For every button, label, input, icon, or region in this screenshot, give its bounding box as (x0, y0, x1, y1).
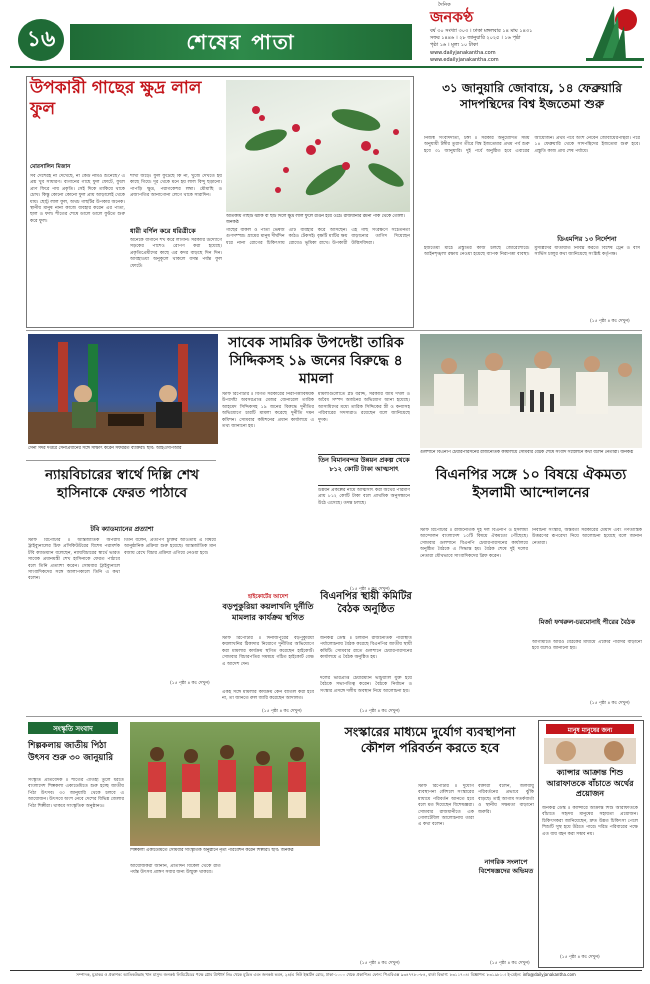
tree-story-box (26, 76, 414, 328)
cancer-continued[interactable]: (১৫ পৃষ্ঠা ৪ কঃ দেখুন) (560, 955, 600, 960)
committee-body-1: জনকণ্ঠ ডেস্ক ॥ চলমান রাজনৈতিক পরিস্থিতি পর্যালোচনায় বৈঠক করেছে বিএনপির জাতীয় স্থায়ী কমিটি। সোমবার রাতে গুলশানে চেয়ারপারসনের কার্যালয়ে এ বৈঠক অনুষ্ঠিত হয়। (320, 636, 412, 661)
disaster-body-2: বক্তারা বলেন, জলবায়ু পরিবর্তনের প্রভাবে ঝুঁকি বাড়ছে। তাই আগাম সতর্কবার্তা ও স্থানীয় সক্ষমতা বাড়ানো জরুরি। (478, 784, 534, 815)
sheikh-subhead: টবি ক্যাডম্যানের প্রত্যাশা (90, 525, 154, 533)
dance-photo (130, 722, 320, 846)
footer-rule (10, 970, 642, 971)
ijtema-body-1: নিজস্ব সংবাদদাতা, টঙ্গী ॥ সরকার অনুমোদিত সময় অনুযায়ী টঙ্গীর তুরাগ তীরে বিশ্ব ইজতেমার প্রথম পর্ব শুরু হবে ৩১ জানুয়ারি। দুই পর্বে অনুষ্ঠিত হবে এবারের আয়োজন। প্রথম পর্বে অংশ নেবেন জোবায়েরপন্থিরা। পরে ১৪ ফেব্রুয়ারি থেকে সাদপন্থিদের ইজতেমা শুরু হবে। প্রস্তুতি কাজ প্রায় শেষ পর্যায়ে। (424, 136, 640, 154)
committee-headline[interactable]: বিএনপির স্থায়ী কমিটির বৈঠক অনুষ্ঠিত (320, 591, 412, 615)
bnp-subhead: মির্জা ফখরুল-চরমোনাই পীরের বৈঠক (538, 618, 636, 626)
corruption-continued[interactable]: (১৫ পৃষ্ঠা ৪ কঃ দেখুন) (262, 709, 302, 714)
disaster-headline[interactable]: সংস্কারের মাধ্যমে দুর্যোগ ব্যবস্থাপনা কৌশল পরিবর্তন করতে হবে (344, 724, 516, 755)
tree-story-byline: মোরসালিন মিজান (30, 164, 71, 170)
tariq-inset-title: তিন বিমানবন্দর উন্নয়ন প্রকল্প থেকে ৮১২ কোটি টাকা আত্মসাৎ (318, 456, 410, 473)
tree-story-body-col2: শাখা জড়ে। ফুল ফুটেছে কি না, খুঁজে দেখতে হয় কাছে গিয়ে। দূর থেকে মনে হয় লাল বিন্দু ছড়ানো। পাপড়ি ক্ষুদ্র, পরাগকেশর লম্বা। মৌমাছি ও প্রজাপতির আনাগোনা লেগে থাকে সারাদিন। (130, 174, 222, 199)
cancer-headline[interactable]: ক্যান্সার আক্রান্ত শিশু আরাফাতকে বাঁচাতে অর্থের প্রয়োজন (546, 768, 634, 798)
ijtema-headline[interactable]: ৩১ জানুয়ারি জোবায়ে, ১৪ ফেব্রুয়ারি সাদপন্থিদের বিশ্ব ইজতেমা শুরু (442, 81, 622, 111)
masthead (0, 0, 650, 66)
page-number: ১৬ (26, 27, 56, 52)
tree-story-body-col3: গাছের বাকল ও পাতা ভেষজ গুণসম্পন্ন। গ্রামের মানুষ দীর্ঘদিন ধরে নানা রোগের চিকিৎসায় এটি ব্যবহার করে আসছেন। কাঠও টেকসই। বৃক্ষটি মাটির ক্ষয় রোধেও ভূমিকা রাখে। উপকারী এই গাছ সংরক্ষণে সচেতনতা বাড়ানোর তাগিদ দিয়েছেন উদ্ভিদবিদরা। (226, 228, 410, 246)
section-rule-3 (26, 716, 642, 717)
dance-photo-caption: শিল্পকলা একাডেমিতে সোমবার সাংস্কৃতিক অনুষ্ঠানে নৃত্য পরিবেশন করেন শিল্পীরা। ছবি: জনকণ্ঠ (130, 848, 294, 853)
section-title: শেষের পাতা (186, 30, 296, 54)
disaster-subhead: নাগরিক সংলাপে বিশেষজ্ঞদের অভিমত (478, 858, 534, 875)
epaper-url[interactable]: www.edailyjanakantha.com (430, 57, 499, 63)
flower-photo-caption: অতিকায় গাছটি ঝাঁকি বা ছাঁট দিলে ক্ষুদ্র লাল ফুলে রঙিন হয়ে ওঠে। রাজধানীর রমনা পার্ক থেকে তোলা। জনকণ্ঠ (226, 214, 405, 225)
bnp-body-1: স্টাফ রিপোর্টার ॥ রাজনৈতিক দুই দল বিএনপি ও ইসলামী আন্দোলন বাংলাদেশ ১০টি বিষয়ে ঐকমত্যে পৌঁছেছে। সোমবার গুলশানে বিএনপি চেয়ারপারসনের কার্যালয়ে অনুষ্ঠিত বৈঠকে এ সিদ্ধান্ত হয়। বৈঠক শেষে দুই দলের নেতারা যৌথভাবে সাংবাদিকদের ব্রিফ করেন। (420, 528, 528, 559)
ijtema-body-2: ইজতেমা মাঠে প্রস্তুতির কাজ চলছে জোরেশোরে। আইনশৃঙ্খলা রক্ষায় নেওয়া হয়েছে ব্যাপক নিরাপত্তা ব্যবস্থা। মুসল্লিদের যাতায়াত নির্বিঘ্ন করতে বিশেষ ট্রেন ও বাস সার্ভিস চালুর কথা জানিয়েছে সংশ্লিষ্ট কর্তৃপক্ষ। (424, 246, 640, 258)
tariq-body-2: মামলাগুলোতে প্লট বরাদ্দ, সরকারি জমি দখল ও অবৈধ সম্পদ অর্জনের অভিযোগ আনা হয়েছে। আসামিদের মধ্যে তারিক সিদ্দিকের স্ত্রী ও কন্যাসহ পরিবারের সদস্যরাও রয়েছেন বলে জানিয়েছে দুদক। (318, 392, 410, 423)
culture-body: সংস্কৃতি প্রতিবেদক ॥ শীতের ঐতিহ্য তুলে ধরতে বাংলাদেশ শিল্পকলা একাডেমিতে শুরু হচ্ছে জাতীয় পিঠা উৎসব। ৩০ জানুয়ারি থেকে চলবে এ আয়োজন। উৎসবে অংশ নেবে দেশের বিভিন্ন জেলার পিঠা শিল্পীরা। থাকবে সাংস্কৃতিক অনুষ্ঠানও। (28, 778, 124, 809)
culture-body-2: আয়োজকরা জানান, প্রতিদিন বিকেল থেকে রাত পর্যন্ত উৎসব প্রাঙ্গণ সবার জন্য উন্মুক্ত থাকবে। (130, 864, 221, 876)
bnp-photo-caption: গুলশানে বিএনপি চেয়ারপারসনের রাজনৈতিক কার্যালয়ে সোমবার বৈঠক শেষে সংবাদ সম্মেলনে কথা বলেন নেতারা। জনকণ্ঠ (420, 450, 634, 455)
corruption-body-1: স্টাফ রিপোর্টার ॥ দিনাজপুরের বড়পুকুরিয়া কয়লাখনির ঠিকাদার নিয়োগে দুর্নীতির অভিযোগে করা মামলার কার্যক্রম স্থগিত করেছেন হাইকোর্ট। সোমবার বিচারপতির সমন্বয়ে গঠিত হাইকোর্ট বেঞ্চ এ আদেশ দেন। (222, 636, 314, 667)
sheikh-body-1: স্টাফ রিপোর্টার ॥ আন্তর্জাতিক অপরাধ ট্রাইব্যুনালের চিফ প্রসিকিউটরের বিশেষ পরামর্শক টবি ক্যাডম্যান বলেছেন, ন্যায়বিচারের স্বার্থে ভারত সাবেক প্রধানমন্ত্রী শেখ হাসিনাকে ফেরত পাঠাবে বলে তিনি প্রত্যাশা করেন। সোমবার ট্রাইব্যুনালে সাংবাদিকদের সঙ্গে আলাপকালে তিনি এ কথা বলেন। (28, 538, 120, 582)
culture-headline[interactable]: শিল্পকলায় জাতীয় পিঠা উৎসব শুরু ৩০ জানুয়ারি (28, 741, 114, 763)
monument-logo-icon (586, 2, 644, 62)
tree-story-subhead: ধারী বর্ণিল করে ধরিত্রীকে (130, 227, 196, 235)
section-rule-2 (26, 460, 216, 461)
masthead-rule (10, 66, 642, 68)
corruption-body-2: একই সঙ্গে মামলার কার্যক্রম কেন বাতিল করা হবে না, তা জানতে রুল জারি করেছেন আদালত। (222, 690, 314, 702)
tree-story-body-col1: সব দেশেরই না দেখেছে, না কেউ নামও শুনেছে? এ প্রশ্ন খুব সাধারণ। বাগানের গাছে ফুল ফোটে, ফুলে প্রাণ ফিরে পায় প্রকৃতি। সেই দিকে তাকিয়ে থাকে চোখ। কিন্তু কোনো কোনো ফুল প্রায় আড়ালেই থেকে যায়। ছোট্ট লাল ফুল, অথচ গাছটির উপকার অনেক। স্থানীয় মানুষ নানা কাজে ব্যবহার করেন এর পাতা, ছাল ও ফল। শীতের শেষে ডালে ডালে ফুটতে শুরু করে ফুল। (30, 174, 125, 224)
paper-prefix: দৈনিক (438, 2, 451, 8)
bnp-body-2: নির্বাচনী সংস্কার, অন্তর্বর্তী সরকারের মেয়াদ এবং গণতান্ত্রিক উত্তরণের রূপরেখা নিয়ে আলোচনা হয়েছে বলে জানান নেতারা। (532, 528, 642, 546)
ijtema-continued[interactable]: (১৫ পৃষ্ঠা ৪ কঃ দেখুন) (590, 319, 630, 324)
army-meeting-photo (28, 334, 218, 444)
issue-info-line2: সফর ১৪৪৬ । ২৮ জানুয়ারি ২০২৫ । ১৬ পৃষ্ঠা (430, 35, 521, 41)
tariq-body-1: স্টাফ রিপোর্টার ॥ বিগত সরকারের নিরাপত্তাবিষয়ক উপদেষ্টা অবসরপ্রাপ্ত মেজর জেনারেল তারিক আহমেদ সিদ্দিকসহ ১৯ জনের বিরুদ্ধে দুর্নীতির অভিযোগে চারটি মামলা করেছে দুর্নীতি দমন কমিশন। সোমবার কমিশনের প্রধান কার্যালয়ে এ তথ্য জানানো হয়। (222, 392, 314, 430)
sheikh-body-2: তিনি বলেন, প্রত্যর্পণ চুক্তির আওতায় এ বিষয়ে আনুষ্ঠানিক প্রক্রিয়া শুরু হয়েছে। আন্তর্জাতিক মান বজায় রেখে বিচার প্রক্রিয়া এগিয়ে নেওয়া হবে। (124, 538, 216, 556)
army-photo-caption: সেনা সদর দপ্তরে সেনাপ্রধানের সঙ্গে সাক্ষাৎ করেন সফররত ব্যক্তিরা। ছবি: আইএসপিআর (28, 446, 182, 451)
bnp-body-3: আগামীতে আরও বৈঠকের মাধ্যমে ঐক্যের পরিসর বাড়ানো হবে বলেও জানানো হয়। (532, 640, 642, 652)
bnp-headline[interactable]: বিএনপির সঙ্গে ১০ বিষয়ে ঐকমত্য ইসলামী আন্দোলনের (435, 467, 627, 501)
ijtema-subhead: ডিএমপির ১৩ নির্দেশনা (557, 235, 617, 243)
cancer-body: জনকণ্ঠ ডেস্ক ॥ ক্যান্সারে আক্রান্ত শিশু আরাফাতকে বাঁচাতে সহৃদয় মানুষের সহায়তা প্রয়োজন। চিকিৎসকরা জানিয়েছেন, দ্রুত উন্নত চিকিৎসা পেলে শিশুটি সুস্থ হয়ে উঠতে পারে। দরিদ্র পরিবারের পক্ষে এত ব্যয় বহন করা সম্ভব নয়। (542, 806, 638, 837)
bnp-continued[interactable]: (১৫ পৃষ্ঠা ৪ কঃ দেখুন) (590, 701, 630, 706)
cancer-tag: মানুষ মানুষের জন্য (567, 727, 613, 734)
committee-body-2: দলের ভারপ্রাপ্ত চেয়ারম্যান ভার্চুয়ালি যুক্ত হয়ে বৈঠকে সভাপতিত্ব করেন। বৈঠকে নির্বাচন ও সংস্কার প্রসঙ্গে দলীয় অবস্থান নিয়ে আলোচনা হয়। (320, 676, 412, 694)
tree-story-body-col2b: অনেকে বাগানে শখ করে লাগান। সরকারি উদ্যোগে সড়কের পাশেও রোপণ করা হয়েছে। প্রকৃতিপ্রেমীদের কাছে এর কদর বাড়ছে দিন দিন। আবহাওয়া অনুকূলে থাকলে বসন্ত পর্যন্ত ফুল ফোটে। (130, 238, 222, 269)
committee-continued[interactable]: (১৫ পৃষ্ঠা ৪ কঃ দেখুন) (360, 709, 400, 714)
section-rule-1 (26, 330, 642, 331)
child-photos (544, 738, 636, 764)
disaster-body-1: স্টাফ রিপোর্টার ॥ দুর্যোগ ব্যবস্থাপনা কৌশলে সংস্কারের মাধ্যমে পরিবর্তন আনতে হবে বলে মত দিয়েছেন বিশেষজ্ঞরা। সোমবার রাজধানীতে এক গোলটেবিল আলোচনায় তারা এ কথা বলেন। (418, 784, 474, 828)
tariq-continued[interactable]: (১৫ পৃষ্ঠা ৪ কঃ দেখুন) (350, 587, 390, 592)
issue-info-line1: বর্ষ ৩০ সংখ্যা ৩০৩ । ঢাকা মঙ্গলবার ১৪ মাঘ ১৪৩১ (430, 28, 533, 34)
sheikh-headline[interactable]: ন্যায়বিচারের স্বার্থে দিল্লি শেখ হাসিনাকে ফেরত পাঠাবে (45, 467, 199, 501)
sheikh-continued[interactable]: (১৫ পৃষ্ঠা ৪ কঃ দেখুন) (170, 681, 210, 686)
paper-logo: জনকণ্ঠ (430, 8, 474, 26)
footer-imprint: সম্পাদক, মুদ্রাকর ও প্রকাশক: আতিকউল্লাহ খান মাসুদ। জনকণ্ঠ লিমিটেডের পক্ষে গ্লোব প্রিন্টার্স লিঃ থেকে মুদ্রিত এবং জনকণ্ঠ ভবন, ২৪/এ নিউ ইস্কাটন রোড, ঢাকা-১০০০ থেকে প্রকাশিত। ফোন: পিএবিএক্স ৯৩৪৭৭৮০-৮৪, বার্তা বিভাগ: ৮৩১১৭০৪। বিজ্ঞাপন: ৮৩১৯৮১০। ই-মেইল: info@dailyjanakantha.com (76, 972, 576, 977)
tree-story-headline[interactable]: উপকারী গাছের ক্ষুদ্র লাল ফুল (30, 78, 202, 119)
website-url[interactable]: www.dailyjanakantha.com (430, 50, 496, 56)
culture-tag: সংস্কৃতি সংবাদ (53, 725, 93, 733)
tariq-headline[interactable]: সাবেক সামরিক উপদেষ্টা তারিক সিদ্দিকসহ ১৯ জনের বিরুদ্ধে ৪ মামলা (228, 335, 404, 387)
corruption-headline[interactable]: বড়পুকুরিয়া কয়লাখনি দুর্নীতি মামলার কার্যক্রম স্থগিত (222, 602, 314, 622)
issue-info-line3: পৃষ্ঠা ১৬ । মূল্য ১০ টাকা (430, 42, 478, 48)
bnp-press-photo (420, 334, 642, 448)
culture-continued[interactable]: (১৫ পৃষ্ঠা ৪ কঃ দেখুন) (360, 961, 400, 966)
disaster-continued[interactable]: (১৫ পৃষ্ঠা ৪ কঃ দেখুন) (490, 961, 530, 966)
corruption-tag: হাইকোর্টের আদেশ (248, 594, 288, 600)
tariq-body-3: উন্নয়ন প্রকল্পের নামে আত্মসাৎ করা অর্থের পরিমাণ প্রায় ৮১২ কোটি টাকা বলে প্রাথমিক অনুসন্ধানে উঠে এসেছে। তদন্ত চলছে। (318, 488, 410, 506)
